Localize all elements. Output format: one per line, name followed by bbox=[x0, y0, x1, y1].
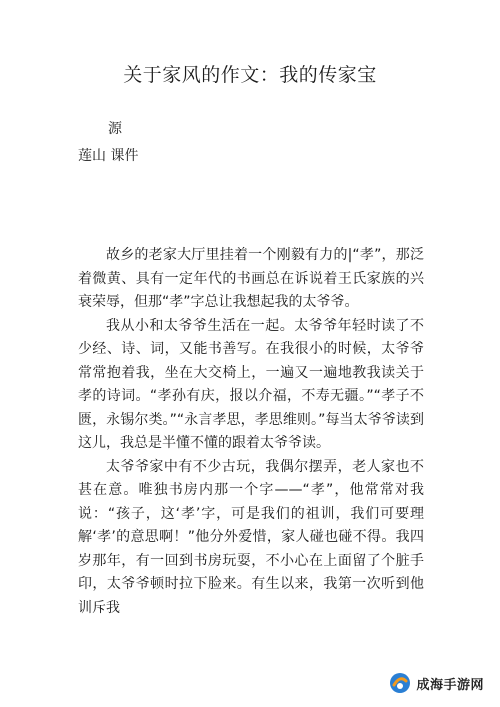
paragraph-1: 故乡的老家大厅里挂着一个刚毅有力的|“孝”，那泛着微黄、具有一定年代的书画总在诉说着王氏家族的兴衰荣辱，但那“孝”字总让我想起我的太爷爷。 bbox=[78, 247, 424, 310]
source-value: 莲山 课件 bbox=[78, 148, 139, 164]
site-logo-icon bbox=[389, 672, 411, 694]
paragraph-2: 我从小和太爷爷生活在一起。太爷爷年轻时读了不少经、诗、词，又能书善写。在我很小的时候，太爷爷常常抱着我，坐在大交椅上，一遍又一遍地教我读关于孝的诗词。“孝孙有庆，报以介福，不寿无疆。”“孝子不匮，永锡尔类。”“永言孝思，孝思维则。”每当太爷爷读到这儿，我总是半懂不懂的跟着太爷爷读。 bbox=[78, 317, 424, 451]
site-watermark bbox=[389, 671, 484, 695]
watermark-text: 成海手游网 bbox=[416, 677, 484, 693]
article-body bbox=[78, 244, 424, 620]
paragraph-3: 太爷爷家中有不少古玩，我偶尔摆弄，老人家也不甚在意。唯独书房内那一个字——“孝”，他常常对我说：“孩子，这‘孝’字，可是我们的祖训，我们可要理解‘孝’的意思啊！”他分外爱惜，家人碰也碰不得。我四岁那年，有一回到书房玩耍，不小心在上面留了个脏手印，太爷爷顿时拉下脸来。有生以来，我第一次听到他训斥我 bbox=[78, 458, 424, 616]
page-title: 关于家风的作文：我的传家宝 bbox=[123, 64, 377, 86]
source-label: 源 bbox=[108, 121, 122, 137]
